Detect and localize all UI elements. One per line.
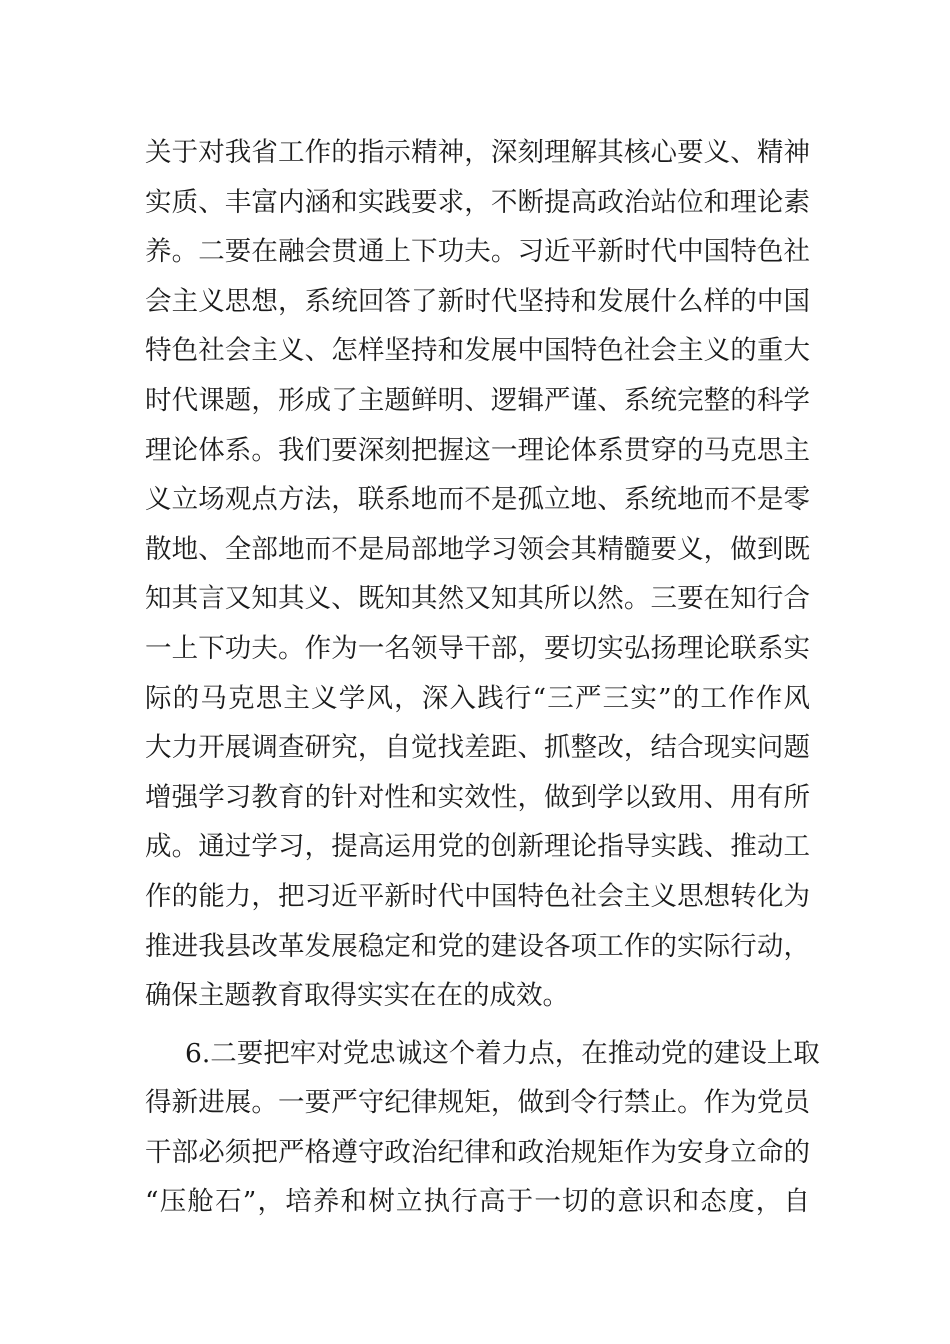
- text-line: 推进我县改革发展稳定和党的建设各项工作的实际行动，: [145, 930, 810, 962]
- text-line: 特色社会主义、怎样坚持和发展中国特色社会主义的重大: [145, 335, 810, 367]
- text-line: 增强学习教育的针对性和实效性，做到学以致用、用有所: [145, 781, 810, 813]
- text-line: 作的能力，把习近平新时代中国特色社会主义思想转化为: [145, 880, 810, 912]
- text-line: 6.二要把牢对党忠诚这个着力点，在推动党的建设上取: [185, 1037, 820, 1069]
- text-line: 散地、全部地而不是局部地学习领会其精髓要义，做到既: [145, 533, 810, 565]
- text-line: 义立场观点方法，联系地而不是孤立地、系统地而不是零: [145, 484, 810, 516]
- text-line: 理论体系。我们要深刻把握这一理论体系贯穿的马克思主: [145, 434, 810, 466]
- text-line: 干部必须把严格遵守政治纪律和政治规矩作为安身立命的: [145, 1136, 810, 1168]
- text-line: 际的马克思主义学风，深入践行“三严三实”的工作作风: [145, 682, 810, 714]
- text-line: “压舱石”，培养和树立执行高于一切的意识和态度，自: [145, 1186, 810, 1218]
- text-line: 得新进展。一要严守纪律规矩，做到令行禁止。作为党员: [145, 1087, 810, 1119]
- text-line: 知其言又知其义、既知其然又知其所以然。三要在知行合: [145, 583, 810, 615]
- text-line: 成。通过学习，提高运用党的创新理论指导实践、推动工: [145, 831, 810, 863]
- text-line: 大力开展调查研究，自觉找差距、抓整改，结合现实问题: [145, 732, 810, 764]
- paragraph-gap: [145, 1021, 810, 1029]
- text-line: 会主义思想，系统回答了新时代坚持和发展什么样的中国: [145, 285, 810, 317]
- document-body: [145, 128, 820, 1227]
- text-line: 时代课题，形成了主题鲜明、逻辑严谨、系统完整的科学: [145, 384, 810, 416]
- text-line: 养。二要在融会贯通上下功夫。习近平新时代中国特色社: [145, 236, 810, 268]
- text-line: 关于对我省工作的指示精神，深刻理解其核心要义、精神: [145, 137, 810, 168]
- text-line: 实质、丰富内涵和实践要求，不断提高政治站位和理论素: [145, 186, 810, 218]
- text-line: 一上下功夫。作为一名领导干部，要切实弘扬理论联系实: [145, 632, 810, 664]
- text-line: 确保主题教育取得实实在在的成效。: [145, 980, 569, 1012]
